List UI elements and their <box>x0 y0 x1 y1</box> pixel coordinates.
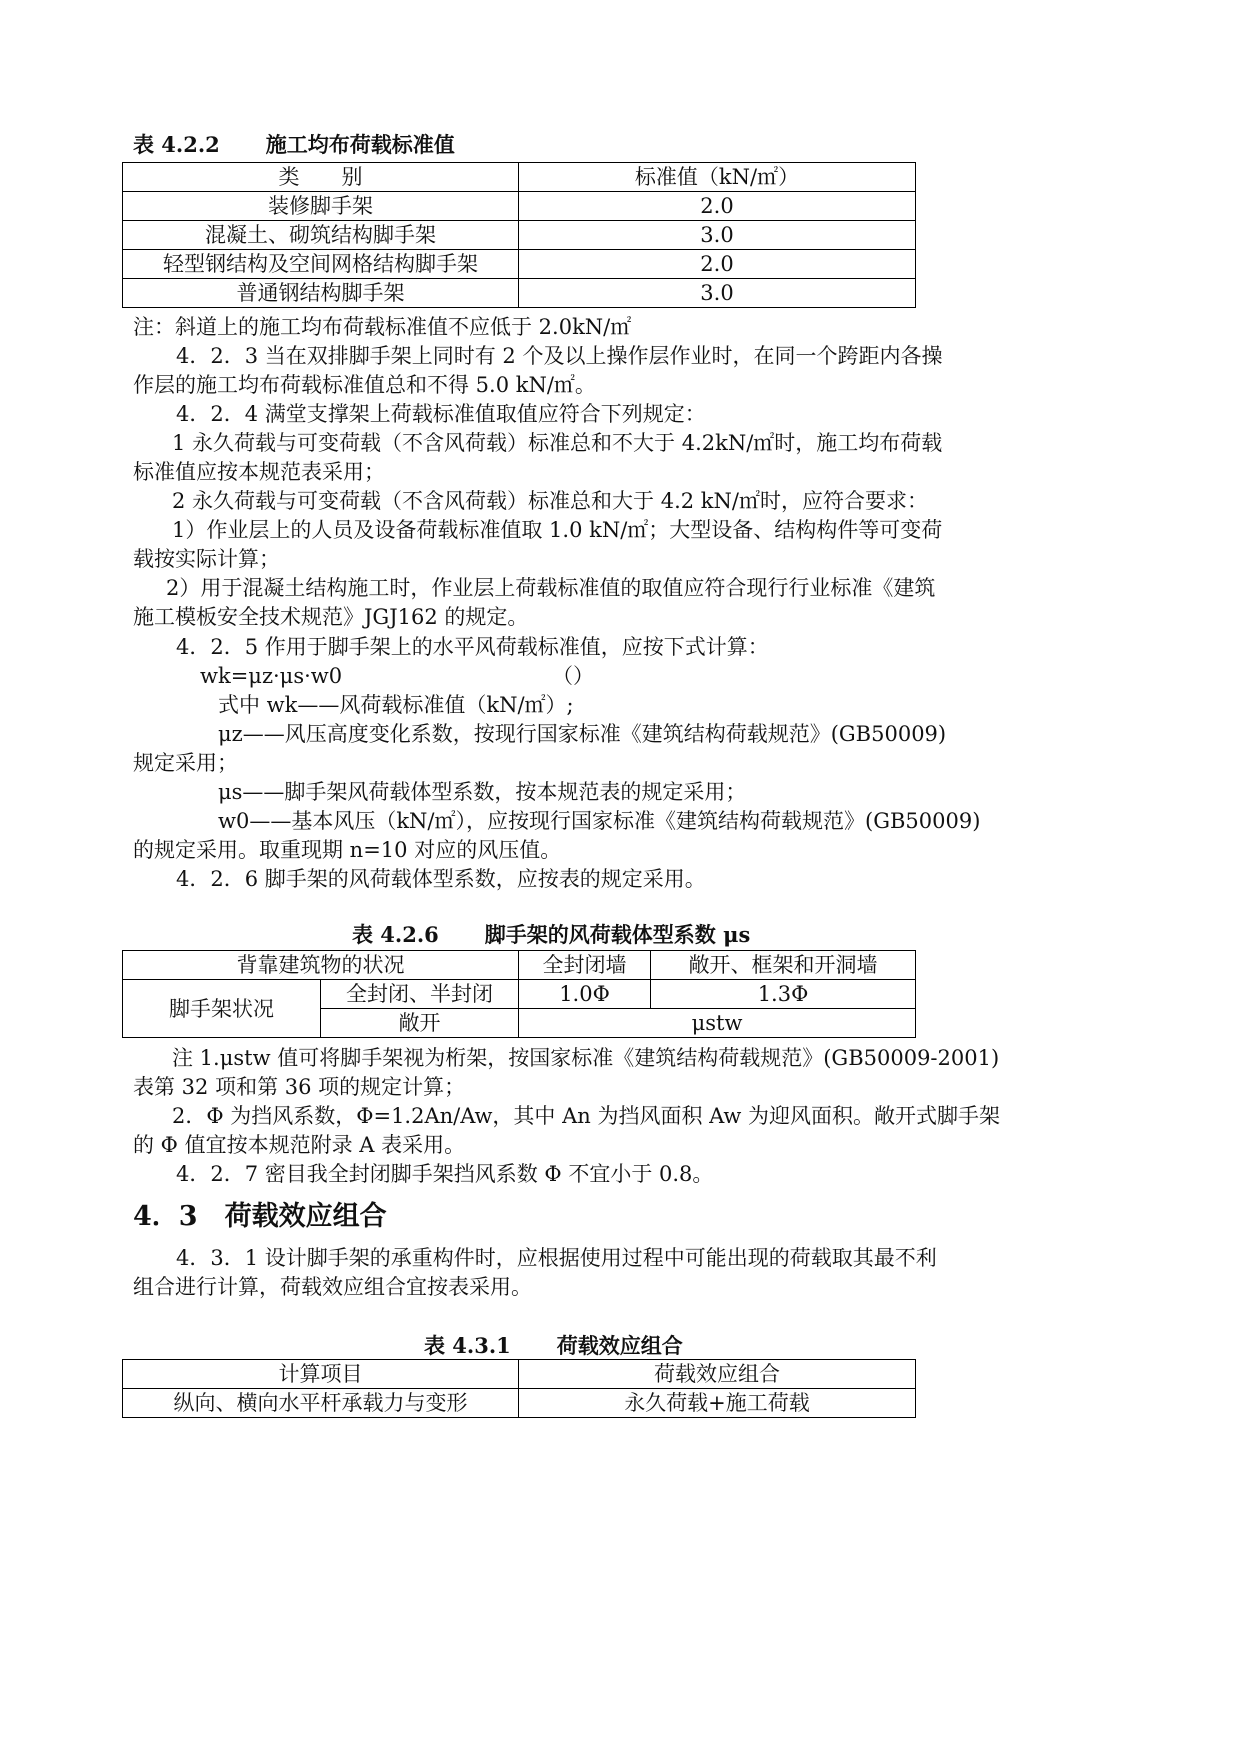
table-row <box>123 250 916 279</box>
table-cell: 3.0 <box>519 221 916 250</box>
table-note: 注：斜道上的施工均布荷载标准值不应低于 2.0kN/㎡ <box>133 315 632 339</box>
table-header-cell: 计算项目 <box>123 1360 519 1389</box>
definition-line: 规定采用； <box>133 751 238 775</box>
definition-line: 式中 wk——风荷载标准值（kN/㎡）; <box>218 693 574 717</box>
table-cell: 永久荷载+施工荷载 <box>519 1389 916 1418</box>
note-line: 2．Φ 为挡风系数，Φ=1.2An/Aw，其中 An 为挡风面积 Aw 为迎风面积。敞开式脚手架 <box>172 1104 1001 1128</box>
table-caption-title: 脚手架的风荷载体型系数 μs <box>484 922 751 947</box>
table-cell: 全封闭、半封闭 <box>321 980 519 1009</box>
table-header-cell: 敞开、框架和开洞墙 <box>651 951 916 980</box>
paragraph-line: 4．3．1 设计脚手架的承重构件时，应根据使用过程中可能出现的荷载取其最不利 <box>176 1246 937 1270</box>
table-header-row <box>123 1360 916 1389</box>
paragraph-line: 标准值应按本规范表采用； <box>133 460 385 484</box>
table-caption-number: 表 4.2.6 <box>352 922 439 947</box>
table-cell: 1.3Φ <box>651 980 916 1009</box>
definition-line: 的规定采用。取重现期 n=10 对应的风压值。 <box>133 838 562 862</box>
paragraph-line: 2 永久荷载与可变荷载（不含风荷载）标准总和大于 4.2 kN/㎡时，应符合要求： <box>172 489 928 513</box>
table-4-2-6-caption <box>352 921 750 949</box>
table-cell: 脚手架状况 <box>123 980 321 1038</box>
table-cell: 装修脚手架 <box>123 192 519 221</box>
table-cell: μstw <box>519 1009 916 1038</box>
note-line: 注 1.μstw 值可将脚手架视为桁架，按国家标准《建筑结构荷载规范》(GB50009-2001) <box>172 1046 1000 1070</box>
table-cell: 2.0 <box>519 250 916 279</box>
table-4-2-6 <box>122 950 916 1038</box>
note-line: 表第 32 项和第 36 项的规定计算； <box>133 1075 466 1099</box>
table-cell: 2.0 <box>519 192 916 221</box>
paragraph-line: 1 永久荷载与可变荷载（不含风荷载）标准总和不大于 4.2kN/㎡时，施工均布荷载 <box>172 431 943 455</box>
table-caption-title: 施工均布荷载标准值 <box>265 132 455 157</box>
table-header-row <box>123 951 916 980</box>
paragraph-line: 4．2．3 当在双排脚手架上同时有 2 个及以上操作层作业时，在同一个跨距内各操 <box>176 344 943 368</box>
definition-line: μs——脚手架风荷载体型系数，按本规范表的规定采用； <box>218 780 747 804</box>
table-row <box>123 1389 916 1418</box>
table-4-3-1-caption <box>424 1332 683 1360</box>
note-line: 的 Φ 值宜按本规范附录 A 表采用。 <box>133 1133 466 1157</box>
paragraph-line: 4．2．5 作用于脚手架上的水平风荷载标准值，应按下式计算： <box>176 635 769 659</box>
table-cell: 3.0 <box>519 279 916 308</box>
table-4-3-1 <box>122 1359 916 1418</box>
formula-number: （） <box>552 664 594 688</box>
paragraph-line: 1）作业层上的人员及设备荷载标准值取 1.0 kN/㎡；大型设备、结构构件等可变荷 <box>172 518 943 542</box>
table-4-2-2-caption <box>133 131 455 159</box>
paragraph-line: 作层的施工均布荷载标准值总和不得 5.0 kN/㎡。 <box>133 373 596 397</box>
paragraph-line: 4．2．7 密目我全封闭脚手架挡风系数 Φ 不宜小于 0.8。 <box>176 1162 714 1186</box>
definition-line: μz——风压高度变化系数，按现行国家标准《建筑结构荷载规范》(GB50009) <box>218 722 947 746</box>
formula: wk=μz·μs·w0 <box>200 664 343 688</box>
paragraph-line: 载按实际计算； <box>133 547 280 571</box>
table-cell: 普通钢结构脚手架 <box>123 279 519 308</box>
table-row <box>123 980 916 1009</box>
table-cell: 纵向、横向水平杆承载力与变形 <box>123 1389 519 1418</box>
table-caption-number: 表 4.2.2 <box>133 132 220 157</box>
definition-line: w0——基本风压（kN/㎡），应按现行国家标准《建筑结构荷载规范》(GB50009) <box>218 809 981 833</box>
table-header-row <box>123 163 916 192</box>
paragraph-line: 2）用于混凝土结构施工时，作业层上荷载标准值的取值应符合现行行业标准《建筑 <box>166 576 936 600</box>
table-cell: 混凝土、砌筑结构脚手架 <box>123 221 519 250</box>
paragraph-line: 施工模板安全技术规范》JGJ162 的规定。 <box>133 605 529 629</box>
table-row <box>123 221 916 250</box>
paragraph-line: 4．2．4 满堂支撑架上荷载标准值取值应符合下列规定： <box>176 402 706 426</box>
section-heading: 4．3 荷载效应组合 <box>133 1201 387 1232</box>
table-cell: 敞开 <box>321 1009 519 1038</box>
table-cell: 1.0Φ <box>519 980 651 1009</box>
table-header-cell: 背靠建筑物的状况 <box>123 951 519 980</box>
table-caption-title: 荷载效应组合 <box>556 1333 683 1358</box>
table-4-2-2 <box>122 162 916 308</box>
paragraph-line: 组合进行计算，荷载效应组合宜按表采用。 <box>133 1275 532 1299</box>
paragraph-line: 4．2．6 脚手架的风荷载体型系数，应按表的规定采用。 <box>176 867 706 891</box>
table-header-cell: 荷载效应组合 <box>519 1360 916 1389</box>
table-header-cell: 全封闭墙 <box>519 951 651 980</box>
table-caption-number: 表 4.3.1 <box>424 1333 511 1358</box>
table-header-cell: 标准值（kN/㎡） <box>519 163 916 192</box>
table-row <box>123 192 916 221</box>
table-cell: 轻型钢结构及空间网格结构脚手架 <box>123 250 519 279</box>
table-header-cell: 类 别 <box>123 163 519 192</box>
table-row <box>123 279 916 308</box>
